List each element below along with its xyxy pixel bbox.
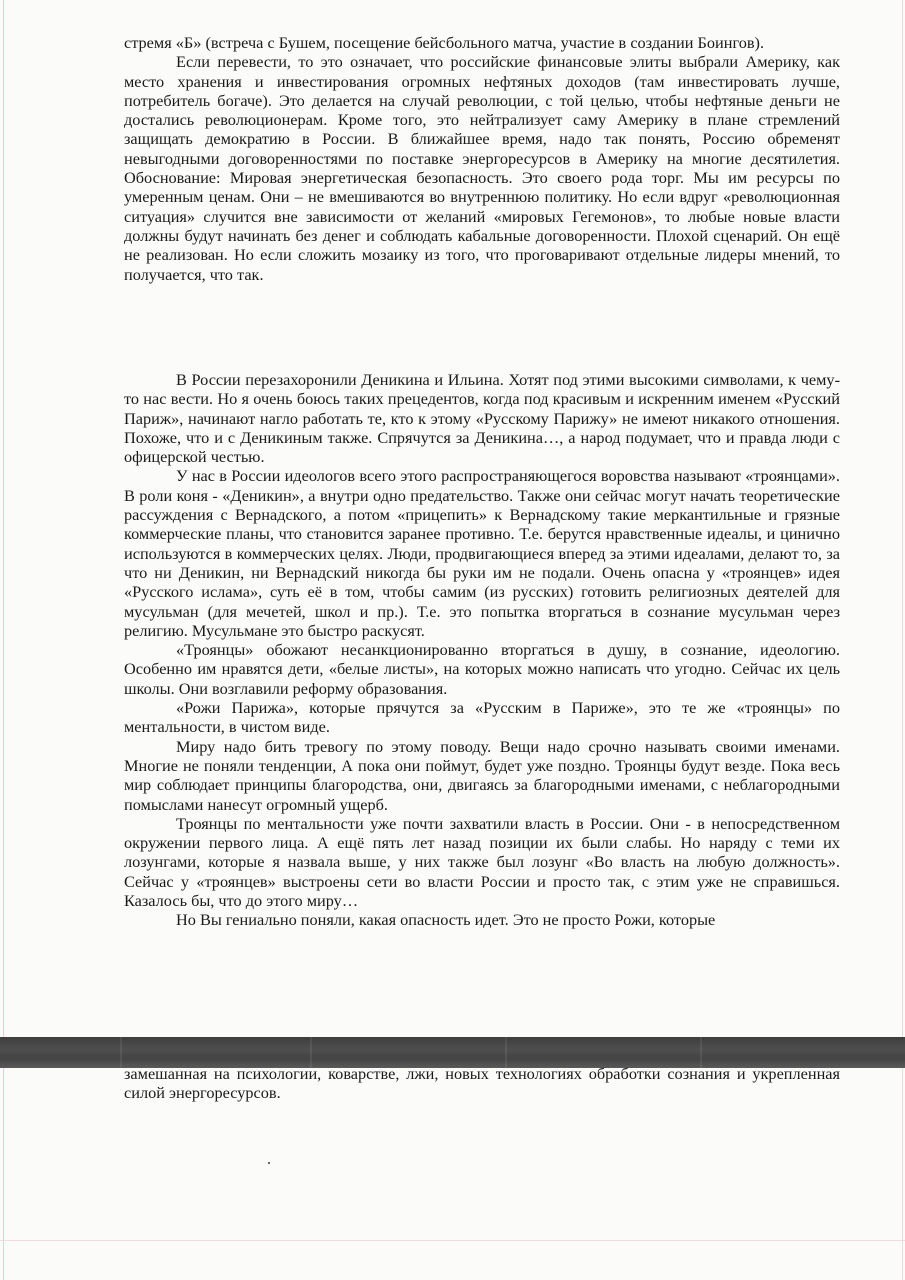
paragraph: «Рожи Парижа», которые прячутся за «Русским в Париже», это те же «троянцы» по ментальности, в чистом виде. bbox=[124, 698, 845, 737]
paragraph: «Троянцы» обожают несанкционированно вторгаться в душу, в сознание, идеологию. Особенно им нравятся дети, «белые листы», на которых можно написать что угодно. Сейчас их цель школы. Они возглавили реформу образования. bbox=[124, 640, 845, 698]
paragraph: стремя «Б» (встреча с Бушем, посещение бейсбольного матча, участие в создании Боингов). bbox=[124, 33, 765, 52]
text-block-bottom bbox=[124, 1064, 845, 1103]
paragraph: В России перезахоронили Деникина и Ильина. Хотят под этими высокими символами, к чему-то нас вести. Но я очень боюсь таких прецедентов, когда под красивым и искренним именем «Русский Париж», начинают нагло работать те, кто к этому «Русскому Парижу» не имеют никакого отношения. Похоже, что и с Деникиным также. Спрячутся за Деникина…, а народ подумает, что и правда люди с офицерской честью. bbox=[124, 370, 845, 467]
scan-edge-bottom bbox=[0, 1240, 905, 1241]
paragraph: Троянцы по ментальности уже почти захватили власть в России. Они - в непосредственном окружении первого лица. А ещё пять лет назад позиции их были слабы. Но наряду с теми их лозунгами, которые я назвала выше, у них также был лозунг «Во власть на любую должность». Сейчас у «троянцев» выстроены сети во власти России и просто так, с этим уже не справишься. Казалось бы, что до этого миру… bbox=[124, 813, 845, 911]
paragraph: Миру надо бить тревогу по этому поводу. Вещи надо срочно называть своими именами. Многие не поняли тенденции, А пока они поймут, будет уже поздно. Троянцы будут везде. Пока весь мир соблюдает принципы благородства, они, двигаясь за благородными именами, с неблагородными помыслами нанесут огромный ущерб. bbox=[124, 736, 845, 814]
scan-edge-right bbox=[902, 0, 903, 1280]
paragraph: Если перевести, то это означает, что российские финансовые элиты выбрали Америку, как место хранения и инвестирования огромных нефтяных доходов (там инвестировать лучше, потребитель богаче). Это делается на случай революции, с той целью, чтобы нефтяные деньги не достались революционерам. Кроме того, это нейтрализует саму Америку в плане стремлений защищать демократию в России. В ближайшее время, надо так понять, Россию обременят невыгодными договоренностями по поставке энергоресурсов в Америку на многие десятилетия. Обоснование: Мировая энергетическая безопасность. Это своего рода торг. Мы им ресурсы по умеренным ценам. Они – не вмешиваются во внутреннюю политику. Но если вдруг «революционная ситуация» случится вне зависимости от желаний «мировых Гегемонов», то любые новые власти должны будут начинать без денег и соблюдать кабальные договоренности. Плохой сценарий. Он ещё не реализован. Но если сложить мозаику из того, что проговаривают отдельные лидеры мнений, то получается, что так. bbox=[124, 52, 845, 284]
paragraph: У нас в России идеологов всего этого распространяющегося воровства называют «троянцами». В роли коня - «Деникин», а внутри одно предательство. Также они сейчас могут начать теоретические рассуждения с Вернадского, а потом «прицепить» к Вернадскому такие меркантильные и грязные коммерческие планы, что становится заранее противно. Т.е. берутся нравственные идеалы, и цинично используются в коммерческих целях. Люди, продвигающиеся вперед за этими идеалами, делают то, за что ни Деникин, ни Вернадский никогда бы руки им не подали. Очень опасна у «троянцев» идея «Русского ислама», суть её в том, чтобы самим (из русских) готовить религиозных деятелей для мусульман (для мечетей, школ и пр.). Т.е. это попытка вторгаться в сознание мусульман через религию. Мусульмане это быстро раскусят. bbox=[124, 466, 845, 640]
text-block-main bbox=[124, 370, 845, 930]
paragraph: замешанная на психологии, коварстве, лжи, новых технологиях обработки сознания и укрепленная силой энергоресурсов. bbox=[124, 1064, 845, 1103]
paragraph: Но Вы гениально поняли, какая опасность идет. Это не просто Рожи, которые bbox=[176, 910, 716, 930]
text-block-top bbox=[124, 33, 845, 284]
scan-edge-left bbox=[3, 0, 4, 1280]
scan-speck bbox=[268, 1162, 270, 1164]
